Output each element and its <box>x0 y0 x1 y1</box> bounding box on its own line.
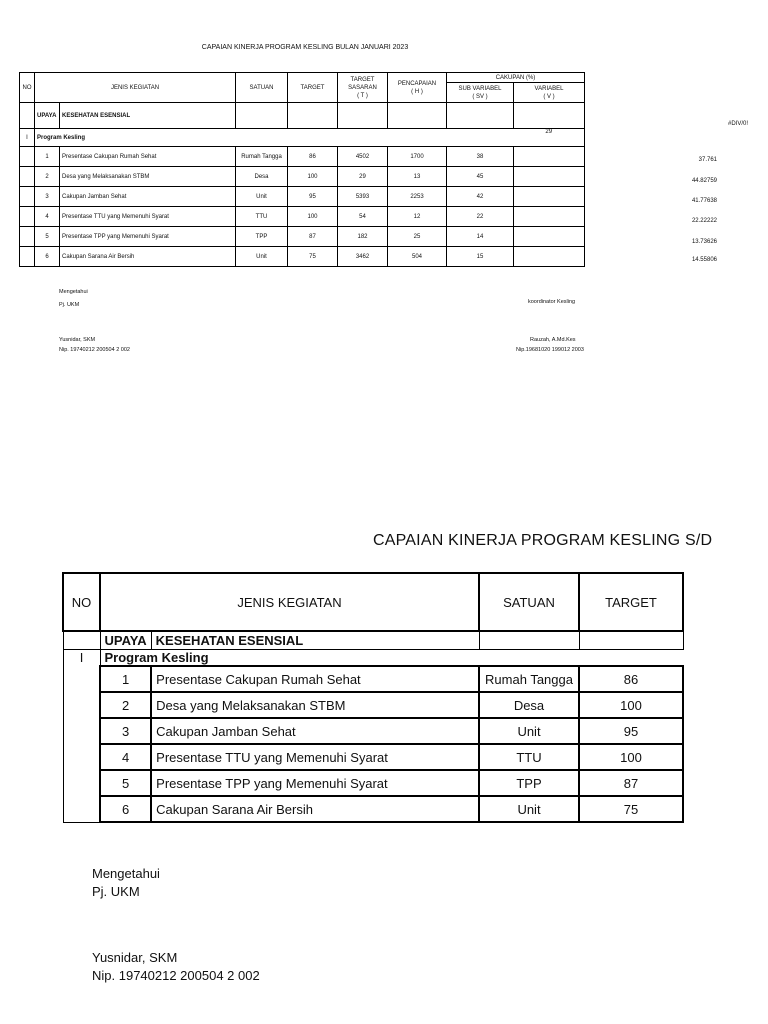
zoom-header-jenis: JENIS KEGIATAN <box>100 573 479 631</box>
side-value: 44.82759 <box>691 178 717 184</box>
section-no <box>20 103 35 129</box>
zoom-table-row: 2 Desa yang Melaksanakan STBM Desa 100 <box>63 692 683 718</box>
zoom-title: CAPAIAN KINERJA PROGRAM KESLING S/D <box>373 532 713 549</box>
zoom-section-label: KESEHATAN ESENSIAL <box>151 631 479 649</box>
right-signer-nip: Nip.19681020 199012 2003 <box>516 347 584 353</box>
zoom-program-no: I <box>63 649 100 666</box>
table-row: 6 Cakupan Sarana Air Bersih Unit 75 3462 504 15 <box>20 247 585 267</box>
zoom-program-label: Program Kesling <box>104 649 209 665</box>
side-value: #DIV/0! <box>727 121 748 127</box>
program-no: I <box>20 129 35 147</box>
zoom-section-upaya: UPAYA <box>100 631 151 649</box>
side-value: 22.22222 <box>691 218 717 224</box>
side-value: 37.761 <box>698 157 717 163</box>
header-no: NO <box>20 73 35 103</box>
table-row: 2 Desa yang Melaksanakan STBM Desa 100 29 13 45 <box>20 167 585 187</box>
mengetahui-label: Mengetahui <box>59 289 88 295</box>
document-title: CAPAIAN KINERJA PROGRAM KESLING BULAN JANUARI 2023 <box>201 44 409 51</box>
koordinator-label: koordinator Kesling <box>528 299 576 305</box>
kinerja-table <box>19 72 585 267</box>
header-variabel: VARIABEL ( V ) <box>514 83 585 103</box>
left-signer-name: Yusnidar, SKM <box>59 337 96 343</box>
zoom-header-target: TARGET <box>579 573 683 631</box>
section-upaya: UPAYA <box>35 103 60 129</box>
zoom-table-row: 5 Presentase TPP yang Memenuhi Syarat TPP 87 <box>63 770 683 796</box>
table-row: 4 Presentase TTU yang Memenuhi Syarat TTU 100 54 12 22 <box>20 207 585 227</box>
zoom-left-signer-name: Yusnidar, SKM <box>92 950 178 965</box>
program-variabel: 29 <box>514 129 585 147</box>
header-pencapaian: PENCAPAIAN ( H ) <box>388 73 447 103</box>
zoom-left-signer-nip: Nip. 19740212 200504 2 002 <box>92 968 260 983</box>
table-row: 3 Cakupan Jamban Sehat Unit 95 5393 2253 42 <box>20 187 585 207</box>
zoom-table-view <box>62 572 684 828</box>
side-value: 14.55806 <box>691 257 717 263</box>
header-cakupan: CAKUPAN (%) <box>447 73 585 83</box>
table-row: 5 Presentase TPP yang Memenuhi Syarat TPP 87 182 25 14 <box>20 227 585 247</box>
left-signer-nip: Nip. 19740212 200504 2 002 <box>59 347 130 353</box>
zoom-header-no: NO <box>63 573 100 631</box>
header-target: TARGET <box>288 73 338 103</box>
zoom-table <box>62 572 684 823</box>
program-label: Program Kesling <box>35 129 514 147</box>
zoom-table-row: 6 Cakupan Sarana Air Bersih Unit 75 <box>63 796 683 822</box>
zoom-table-row: 3 Cakupan Jamban Sehat Unit 95 <box>63 718 683 744</box>
header-jenis: JENIS KEGIATAN <box>35 73 236 103</box>
zoom-pj-label: Pj. UKM <box>92 884 140 899</box>
right-signer-name: Rauzah, A.Md.Kes <box>530 337 576 343</box>
zoom-table-row: 1 Presentase Cakupan Rumah Sehat Rumah Tangga 86 <box>63 666 683 692</box>
section-label: KESEHATAN ESENSIAL <box>60 103 236 129</box>
table-row: 1 Presentase Cakupan Rumah Sehat Rumah Tangga 86 4502 1700 38 <box>20 147 585 167</box>
header-sub-variabel: SUB VARIABEL ( SV ) <box>447 83 514 103</box>
zoom-header-satuan: SATUAN <box>479 573 579 631</box>
zoom-mengetahui-label: Mengetahui <box>92 866 160 881</box>
zoom-table-row: 4 Presentase TTU yang Memenuhi Syarat TTU 100 <box>63 744 683 770</box>
side-value: 41.77638 <box>691 198 717 204</box>
side-value: 13.73626 <box>691 239 717 245</box>
pj-label: Pj. UKM <box>59 302 80 308</box>
header-satuan: SATUAN <box>236 73 288 103</box>
header-sasaran: TARGET SASARAN ( T ) <box>338 73 388 103</box>
